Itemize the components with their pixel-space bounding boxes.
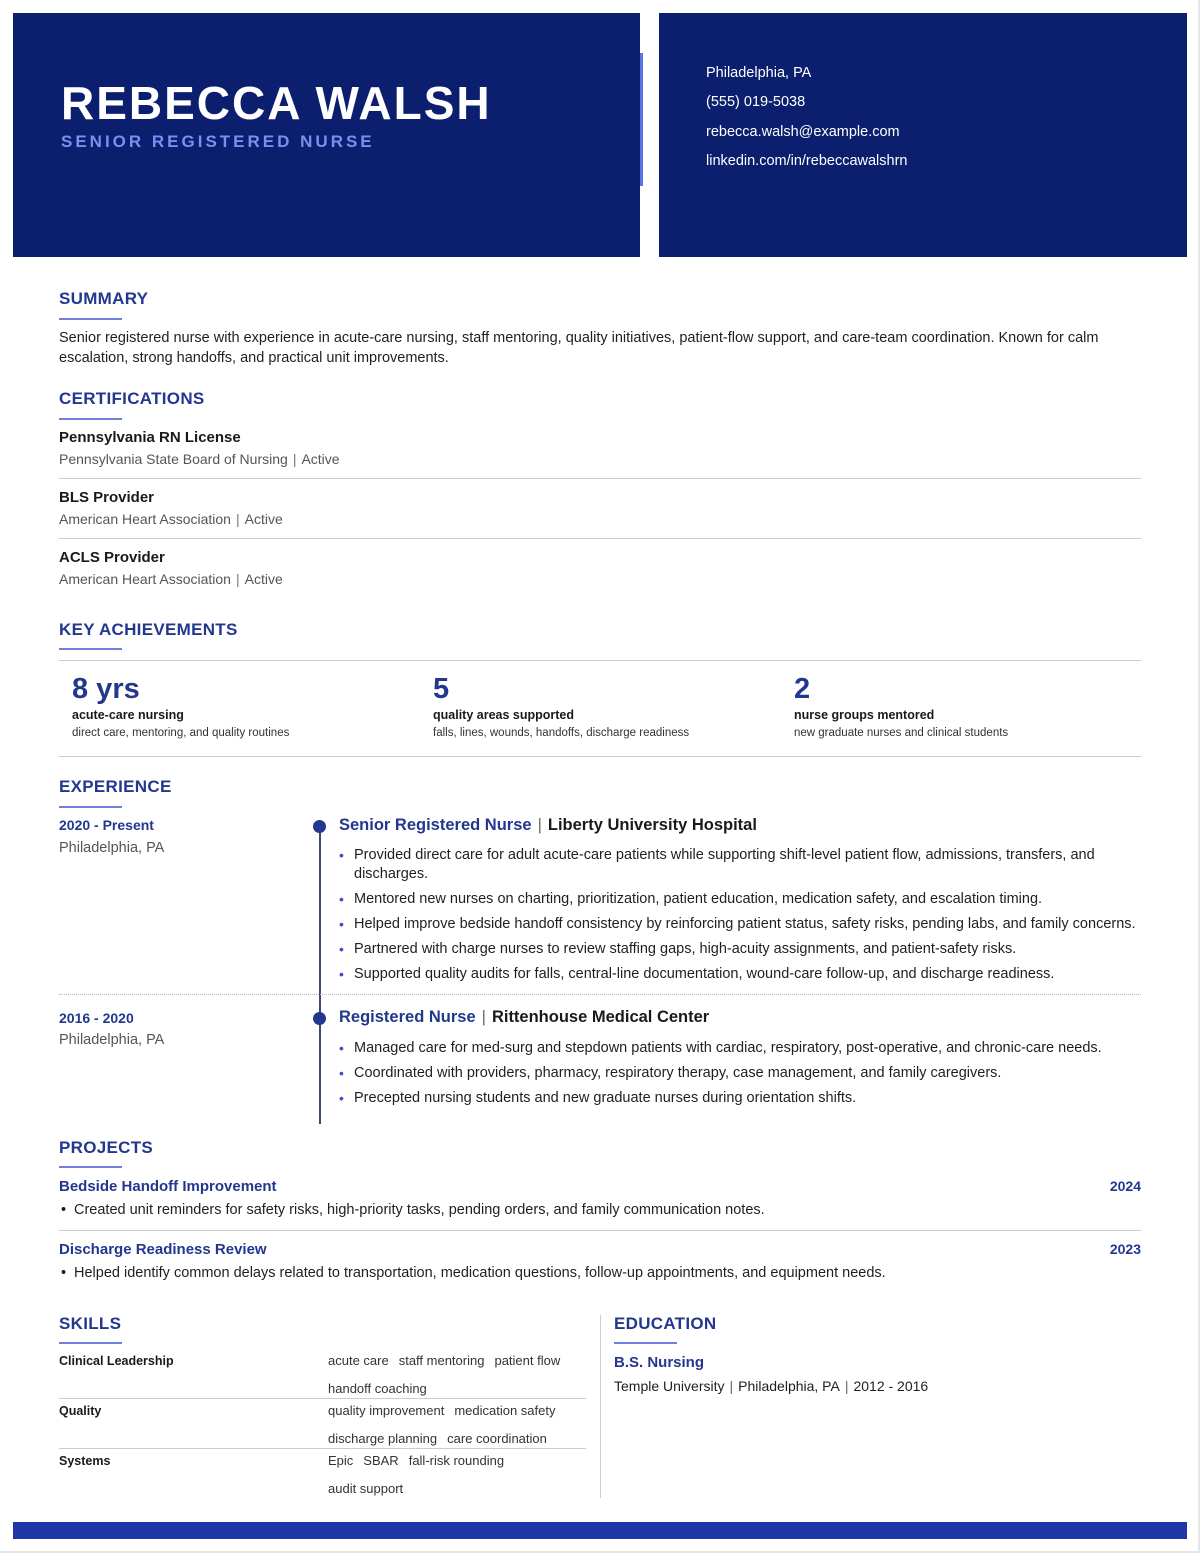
skill-tag: staff mentoring <box>398 1353 485 1368</box>
skill-category: Systems <box>59 1454 111 1468</box>
job-title <box>339 1008 709 1027</box>
list-item: • Helped improve bedside handoff consistency by reinforcing patient status, safety risks, pending labs, and family concerns. <box>339 915 1144 934</box>
certification-status: Active <box>301 451 340 467</box>
divider <box>59 756 1141 757</box>
experience-timeline <box>319 826 321 1124</box>
achievement-value: 5 <box>433 673 450 705</box>
skill-items <box>328 1347 590 1403</box>
list-item: • Precepted nursing students and new graduate nurses during orientation shifts. <box>339 1089 1144 1108</box>
education-heading-rule <box>614 1342 677 1344</box>
certification-meta <box>59 571 1141 587</box>
contact-email[interactable]: rebecca.walsh@example.com <box>706 123 900 140</box>
separator: | <box>729 1378 734 1394</box>
certifications-heading: CERTIFICATIONS <box>59 389 205 408</box>
skill-tag: acute care <box>328 1353 389 1368</box>
skill-category: Clinical Leadership <box>59 1354 174 1368</box>
experience-heading: EXPERIENCE <box>59 777 172 796</box>
achievement-label: quality areas supported <box>433 708 575 722</box>
contact-linkedin[interactable]: linkedin.com/in/rebeccawalshrn <box>706 152 908 169</box>
education-location: Philadelphia, PA <box>738 1378 840 1394</box>
divider <box>59 1230 1141 1231</box>
experience-heading-rule <box>59 806 122 808</box>
skill-tag: discharge planning <box>328 1431 438 1446</box>
separator: | <box>235 511 240 527</box>
job-title <box>339 816 757 835</box>
projects-heading-rule <box>59 1166 122 1168</box>
contact-location: Philadelphia, PA <box>706 65 812 81</box>
education-heading: EDUCATION <box>614 1314 717 1333</box>
job-divider <box>59 994 1141 995</box>
education-dates: 2012 - 2016 <box>853 1378 929 1394</box>
certification-item <box>59 489 1141 527</box>
list-item: • Mentored new nurses on charting, prioritization, patient education, medication safety, and escalation timing. <box>339 890 1144 909</box>
certifications-heading-rule <box>59 418 122 420</box>
achievement-card <box>433 672 773 739</box>
certification-issuer: American Heart Association <box>59 571 231 587</box>
achievement-value: 8 yrs <box>72 673 140 705</box>
timeline-dot <box>313 820 326 833</box>
list-item: • Partnered with charge nurses to review staffing gaps, high-acuity assignments, and patient-safety risks. <box>339 940 1144 959</box>
timeline-dot <box>313 1012 326 1025</box>
job-organization: Liberty University Hospital <box>547 816 757 834</box>
skill-tag: audit support <box>328 1481 404 1496</box>
skill-tag: fall-risk rounding <box>408 1453 505 1468</box>
job-location: Philadelphia, PA <box>59 840 165 856</box>
project-bullet: • Helped identify common delays related to transportation, medication questions, follow-up appointments, and equipment needs. <box>59 1265 1141 1281</box>
summary-text: Senior registered nurse with experience in acute-care nursing, staff mentoring, quality initiatives, patient-flow support, and care-team coordination. Known for calm escalation, strong handoffs, and practical unit improvements. <box>59 330 1099 366</box>
contact-list <box>706 63 908 180</box>
header-accent-bar <box>640 53 643 186</box>
skill-items <box>328 1447 590 1503</box>
summary-heading: SUMMARY <box>59 289 149 308</box>
skill-items <box>328 1397 590 1453</box>
education-school: Temple University <box>614 1378 725 1394</box>
achievement-value: 2 <box>794 673 811 705</box>
skill-tag: handoff coaching <box>328 1381 427 1396</box>
job-dates: 2020 - Present <box>59 817 154 833</box>
job-bullets <box>339 846 1144 990</box>
list-item: • Provided direct care for adult acute-care patients while supporting shift-level patient flow, admissions, transfers, and discharges. <box>339 846 1144 884</box>
divider <box>59 478 1141 479</box>
skill-tag: SBAR <box>363 1453 399 1468</box>
certification-issuer: Pennsylvania State Board of Nursing <box>59 451 288 467</box>
achievements-heading: KEY ACHIEVEMENTS <box>59 620 238 639</box>
contact-phone[interactable]: (555) 019-5038 <box>706 94 806 111</box>
separator: | <box>235 571 240 587</box>
header-contact-panel <box>659 13 1187 257</box>
achievement-label: nurse groups mentored <box>794 708 935 722</box>
achievements-heading-rule <box>59 648 122 650</box>
project-year: 2023 <box>1109 1241 1141 1257</box>
achievement-card <box>72 672 412 739</box>
skill-tag: medication safety <box>454 1403 556 1418</box>
footer-bar <box>13 1522 1187 1539</box>
certification-item <box>59 429 1141 467</box>
certification-item <box>59 549 1141 587</box>
achievement-detail: direct care, mentoring, and quality routines <box>72 727 290 739</box>
job-organization: Rittenhouse Medical Center <box>491 1008 710 1026</box>
divider <box>59 660 1141 661</box>
list-item: • Managed care for med-surg and stepdown patients with cardiac, respiratory, post-operative, and chronic-care needs. <box>339 1039 1144 1058</box>
certification-status: Active <box>244 571 283 587</box>
job-position: Senior Registered Nurse <box>339 816 532 834</box>
separator: | <box>537 816 542 834</box>
certification-name: ACLS Provider <box>59 549 165 566</box>
education-meta <box>614 1378 928 1394</box>
achievement-card <box>794 672 1134 739</box>
separator: | <box>292 451 297 467</box>
project-name: Discharge Readiness Review <box>59 1241 267 1258</box>
certification-name: Pennsylvania RN License <box>59 429 241 446</box>
list-item: • Coordinated with providers, pharmacy, respiratory therapy, case management, and family caregivers. <box>339 1064 1144 1083</box>
certification-name: BLS Provider <box>59 489 155 506</box>
skill-tag: quality improvement <box>328 1403 445 1418</box>
skill-tag: care coordination <box>447 1431 547 1446</box>
certification-status: Active <box>244 511 283 527</box>
certification-issuer: American Heart Association <box>59 511 231 527</box>
candidate-name: REBECCA WALSH <box>61 77 492 129</box>
achievement-detail: falls, lines, wounds, handoffs, discharge readiness <box>433 727 690 739</box>
job-location: Philadelphia, PA <box>59 1032 165 1048</box>
skill-category: Quality <box>59 1404 102 1418</box>
project-year: 2024 <box>1109 1178 1141 1194</box>
divider <box>59 538 1141 539</box>
achievement-label: acute-care nursing <box>72 708 184 722</box>
separator: | <box>844 1378 849 1394</box>
achievement-detail: new graduate nurses and clinical students <box>794 727 1009 739</box>
education-degree: B.S. Nursing <box>614 1354 705 1371</box>
column-divider <box>600 1315 601 1498</box>
skill-tag: patient flow <box>494 1353 561 1368</box>
skills-heading: SKILLS <box>59 1314 122 1333</box>
project-name: Bedside Handoff Improvement <box>59 1178 277 1195</box>
candidate-role: SENIOR REGISTERED NURSE <box>61 132 375 151</box>
skill-tag: Epic <box>328 1453 354 1468</box>
certification-meta <box>59 451 1141 467</box>
certification-meta <box>59 511 1141 527</box>
job-bullets <box>339 1039 1144 1114</box>
job-dates: 2016 - 2020 <box>59 1010 134 1026</box>
separator: | <box>481 1008 486 1026</box>
list-item: • Supported quality audits for falls, central-line documentation, wound-care follow-up, and discharge readiness. <box>339 965 1144 984</box>
project-bullet: • Created unit reminders for safety risks, high-priority tasks, pending orders, and family communication notes. <box>59 1202 1141 1218</box>
skills-heading-rule <box>59 1342 122 1344</box>
header-name-panel <box>13 13 640 257</box>
projects-heading: PROJECTS <box>59 1138 154 1157</box>
job-position: Registered Nurse <box>339 1008 476 1026</box>
summary-heading-rule <box>59 318 122 320</box>
